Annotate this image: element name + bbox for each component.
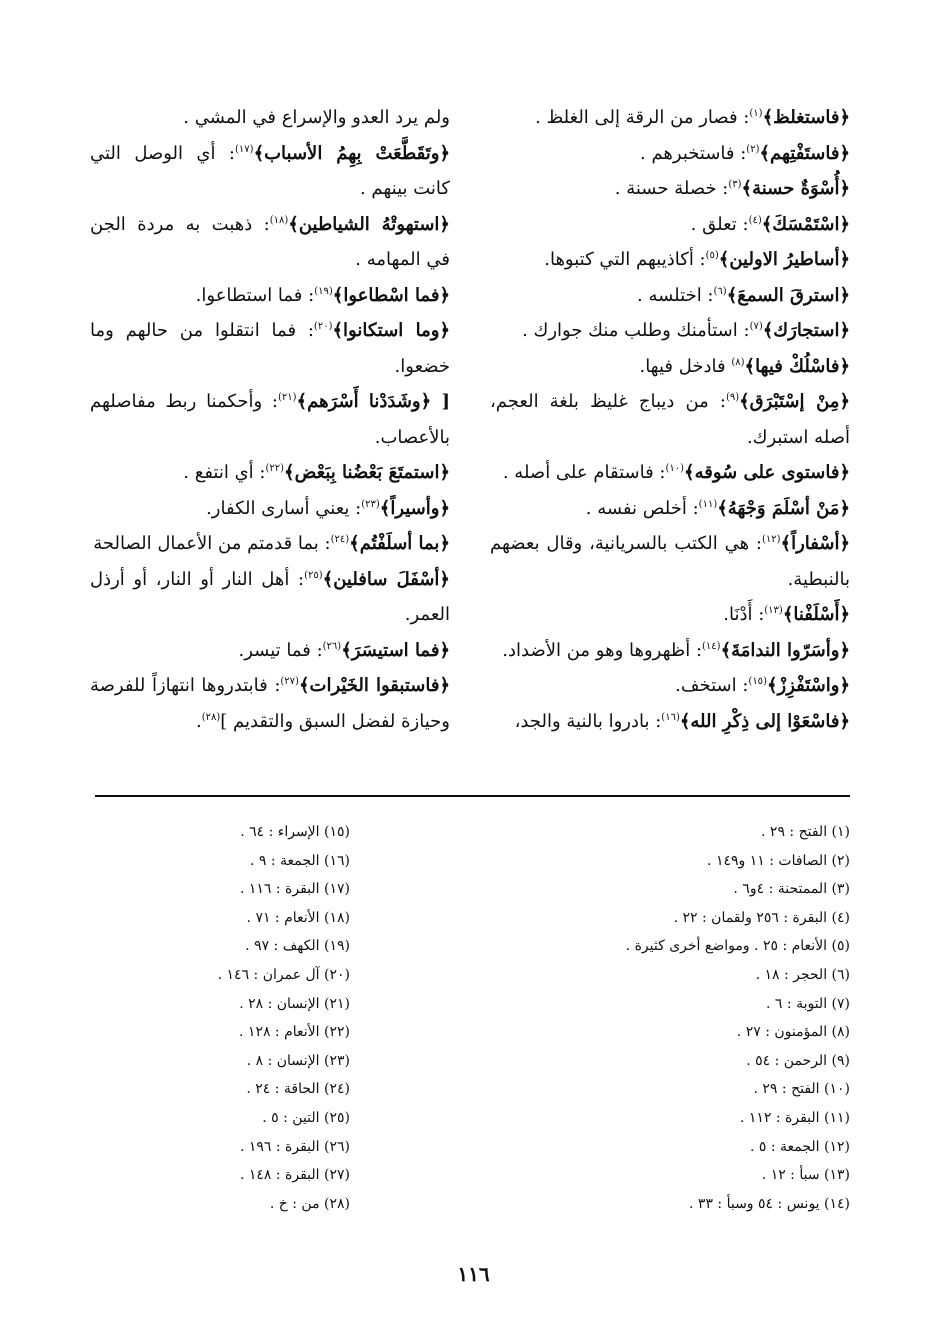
entry [490,207,850,243]
entry [490,633,850,669]
footnote: (٢٠) آل عمران : ١٤٦ . [217,966,350,983]
footnote-ref: (٢٣) [361,498,380,510]
entry-term: ﴿وأسيراً﴾ [379,497,450,519]
entry [490,278,850,314]
footnote-ref: (٢٤) [330,534,350,545]
entry [90,207,450,278]
entry-gloss: : فصار من الرقة إلى الغلظ . [535,107,750,128]
footnote-ref: (١٠) [665,463,685,474]
entry-gloss: : أظهروها وهو من الأضداد. [502,639,703,661]
footnote-ref: (٢١) [277,392,297,403]
footnote-ref: (٦) [713,285,727,297]
entry-gloss: : بما قدمتم من الأعمال الصالحة [93,533,331,554]
entry-term: ﴿استجارَك﴾ [762,320,850,341]
entry-gloss: : فابتدروها انتهازاً للفرصة وحيازة لفضل السبق والتقديم ] [90,675,450,732]
footnote: (٢٥) التين : ٥ . [262,1109,350,1126]
entry [490,526,850,597]
footnote-divider [95,795,850,797]
footnote-ref: (١٧) [235,143,254,155]
footnote-ref: (٢٧) [280,676,299,687]
entry-gloss: : فما تيسر. [238,639,323,661]
footnote: (١) الفتح : ٢٩ . [761,824,850,840]
entry-gloss: : يعني أسارى الكفار. [206,497,362,519]
entry-term: ﴿وما استكانوا﴾ [332,320,450,341]
footnote: (٢) الصافات : ١١ و١٤٩ . [707,852,850,869]
footnote-ref: (٨) [731,356,745,368]
entry-term: ﴿بما أسلَفْتُم﴾ [349,533,450,554]
footnote: (٢٦) البقرة : ١٩٦ . [239,1138,350,1155]
entry-gloss: : أهل النار أو النار، أو أرذل العمر. [90,568,450,625]
entry [490,704,850,740]
footnote-ref: (١٦) [661,711,680,723]
entry [490,100,850,136]
page-number: ١١٦ [457,1262,490,1286]
footnote: (١٣) سبأ : ١٢ . [761,1167,850,1184]
footnote-ref: (٤) [748,214,762,226]
entry [90,455,450,491]
footnote: (١٤) يونس : ٥٤ وسبأ : ٣٣ . [689,1195,850,1212]
footnote: (٢٢) الأنعام : ١٢٨ . [239,1024,350,1041]
footnote: (١٩) الكهف : ٩٧ . [245,938,350,955]
footnote-ref: (١٤) [702,640,721,652]
entry-gloss: : استخف. [675,675,749,696]
entry-gloss: : استأمنك وطلب منك جوارك . [522,320,750,341]
footnote: (٩) الرحمن : ٥٤ . [746,1052,850,1069]
entry-term: ﴿فما استيسَرَ﴾ [341,639,450,661]
footnote: (٥) الأنعام : ٢٥ . ومواضع أخرى كثيرة . [625,938,850,955]
footnote-ref: (٢٢) [265,463,285,474]
footnote: (٦) الحجر : ١٨ . [755,966,850,983]
footnote: (١٥) الإسراء : ٦٤ . [240,824,350,840]
entry [490,597,850,633]
entry-term: ﴿فاسْلُكْ فيها﴾ [744,355,850,377]
footnote: (٣) الممتحنة : ٤و٦ . [733,881,850,898]
footnote: (٨) المؤمنون : ٢٧ . [736,1024,850,1041]
entry [90,384,450,455]
footnote: (١٦) الجمعة : ٩ . [249,852,350,869]
right-column [490,100,850,790]
entry [90,278,450,314]
entry [90,668,450,739]
entry-gloss: : أي الوصل التي كانت بينهم . [90,142,450,199]
entry-gloss: : خصلة حسنة . [614,178,729,199]
entry-gloss: : فما استطاعوا. [195,284,315,306]
footnote-ref: (١) [749,108,763,119]
entry [90,491,450,527]
entry [490,455,850,491]
footnote: (١٧) البقرة : ١١٦ . [239,881,350,898]
entry-term: ﴿وأسَرّوا الندامَةَ﴾ [720,639,850,661]
entry [490,349,850,385]
entry [490,136,850,172]
entry-term: ﴿أسْفاراً﴾ [780,533,850,554]
entry-gloss: : أكاذيبهم التي كتبوها. [544,249,706,270]
footnote: (٤) البقرة : ٢٥٦ ولقمان : ٢٢ . [673,909,850,926]
entry [490,668,850,704]
footnotes-right-column [520,818,850,1218]
entry-term: [ ﴿وشَدَدْنا أَسْرَهم﴾ [296,391,450,412]
entry-gloss: : فاستخبرهم . [640,142,747,164]
footnote: (٧) التوبة : ٦ . [766,995,850,1012]
entry-term: ﴿واسْتَفْزِزْ﴾ [766,675,850,696]
entry-term: ﴿مِنْ إسْتَبْرَق﴾ [739,391,850,412]
entry-term: ﴿اسْتَمْسَكَ﴾ [761,213,850,235]
footnote-ref: (٥) [705,250,719,261]
footnote-ref: (٧) [749,321,763,332]
entry-term: ﴿أساطيرُ الاولين﴾ [718,249,850,270]
entry-term: ﴿فاستوى على سُوقه﴾ [684,462,850,483]
entry [490,313,850,349]
entry-gloss: : أخلص نفسه . [585,497,699,519]
main-text [90,100,850,790]
footnote: (٢٣) الإنسان : ٨ . [246,1052,350,1069]
footnotes-left-column [150,818,350,1218]
footnote-ref: (٢) [746,143,760,155]
entry-gloss: : فما انتقلوا من حالهم وما خضعوا. [90,320,450,377]
entry-gloss: : ذهبت به مردة الجن في المهامه . [90,213,450,270]
entry-gloss: : من ديباج غليظ بلغة العجم، أصله استبرك. [490,391,850,448]
entry-term: ﴿فما اسْطاعوا﴾ [332,284,450,306]
footnote-ref: (٢٨) [201,711,221,723]
footnote-ref: (١٢) [761,534,781,545]
continuation-text: ولم يرد العدو والإسراع في المشي . [183,107,450,128]
footnotes [150,818,850,1218]
footnote: (١٢) الجمعة : ٥ . [749,1138,850,1155]
entry-term: ﴿استهوتْهُ الشياطين﴾ [288,213,450,235]
footnote: (٢٨) من : خ . [269,1195,350,1212]
footnote: (١٠) الفتح : ٢٩ . [753,1081,850,1098]
footnote-ref: (٢٦) [322,640,342,652]
entry-gloss: : وأحكمنا ربط مفاصلهم بالأعصاب. [90,391,450,448]
entry-gloss: : فاستقام على أصله . [502,462,666,483]
footnote: (٢١) الإنسان : ٢٨ . [239,995,350,1012]
footnote: (٢٧) البقرة : ١٤٨ . [239,1167,350,1184]
footnote-ref: (١٥) [748,676,767,687]
entry-term: ﴿أُسْوَةٌ حسنة﴾ [741,178,850,199]
entry [90,526,450,562]
entry-tail: . [195,710,202,732]
footnote: (١١) البقرة : ١١٢ . [739,1109,850,1126]
footnote-ref: (٢٥) [304,569,323,581]
entry-term: ﴿فاستَفْتِهم﴾ [759,142,850,164]
footnote-ref: (١٩) [314,285,333,297]
footnote-ref: (١١) [698,498,718,510]
entry [490,491,850,527]
entry-term: ﴿أَسْلَفْنا﴾ [782,604,850,625]
entry [90,633,450,669]
entry-term: ﴿فاستبقوا الخَيْرات﴾ [298,675,450,696]
entry-term: ﴿وتَقَطَّعَتْ بِهِمُ الأسباب﴾ [253,142,450,164]
entry-gloss: : أي انتفع . [183,462,266,483]
footnote-ref: (١٣) [764,605,783,616]
entry-gloss: : تعلق . [690,213,749,235]
entry-gloss: : اختلسه . [637,284,714,306]
entry-gloss: : بادروا بالنية والجد، [514,710,662,732]
entry-term: ﴿استرقَ السمعَ﴾ [726,284,850,306]
entry-gloss: : أَدْنَا. [723,604,765,625]
footnote-ref: (٣) [728,179,742,190]
footnote-ref: (١٨) [269,214,289,226]
entry [490,242,850,278]
entry-term: ﴿أسْفَلَ سافلين﴾ [322,568,450,590]
left-column [90,100,450,790]
entry [90,136,450,207]
entry [490,171,850,207]
entry [90,562,450,633]
entry-term: ﴿فاستغلظ﴾ [762,107,850,128]
footnote-ref: (٢٠) [313,321,333,332]
entry [90,313,450,384]
entry-gloss: : هي الكتب بالسريانية، وقال بعضهم بالنبطية. [490,533,850,590]
entry-term: ﴿مَنْ أسْلَمَ وَجْهَهُ﴾ [717,497,850,519]
entry [490,384,850,455]
footnote: (١٨) الأنعام : ٧١ . [246,909,350,926]
entry-gloss: فادخل فيها. [639,355,732,377]
footnote-ref: (٩) [725,392,740,403]
footnote: (٢٤) الحاقة : ٢٤ . [246,1081,350,1098]
entry-term: ﴿فاسْعَوْا إلى ذِكْرِ الله﴾ [679,710,850,732]
entry-term: ﴿استمتَعَ بَعْضُنا بِبَعْض﴾ [284,462,450,483]
